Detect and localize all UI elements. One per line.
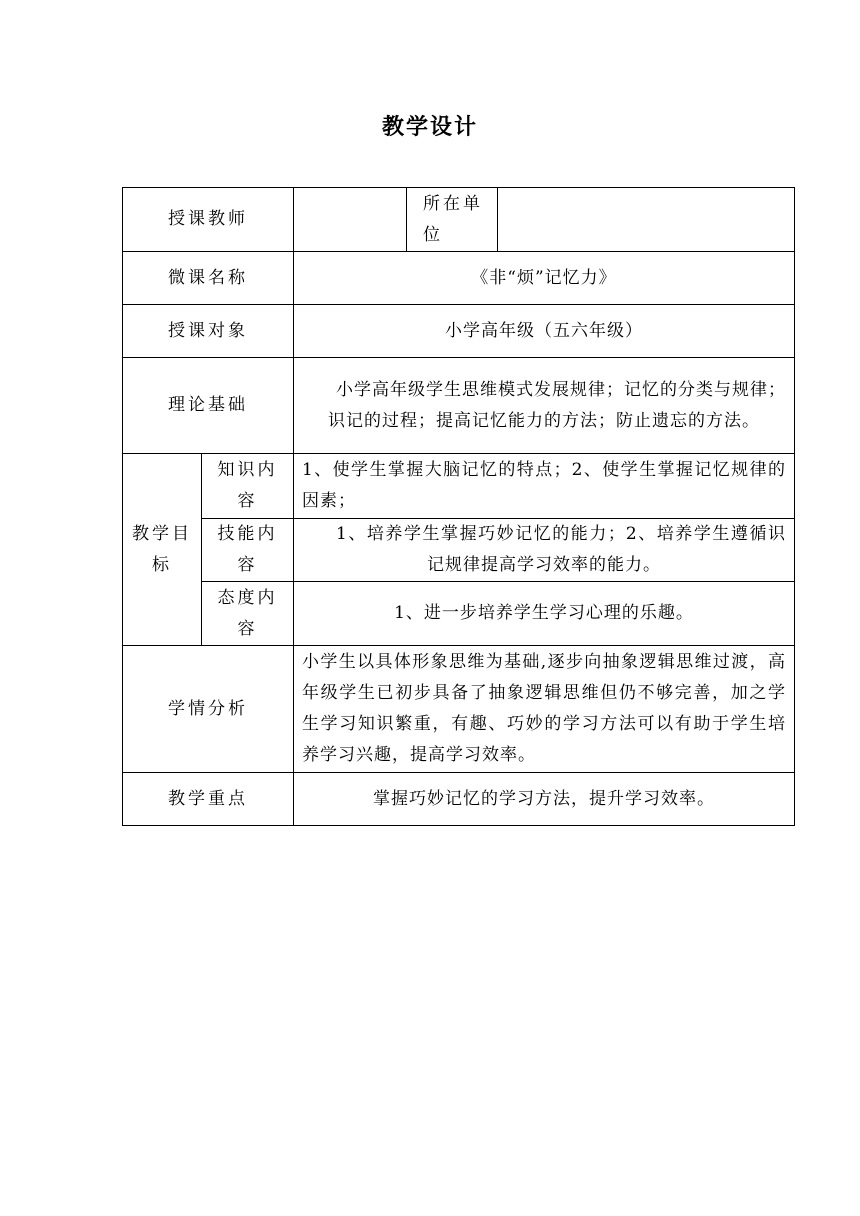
- audience-value: 小学高年级（五六年级）: [294, 305, 795, 358]
- knowledge-label: 知识内容: [202, 454, 294, 519]
- goals-attitude-row: [123, 582, 795, 646]
- analysis-row: [123, 646, 795, 773]
- teacher-row: [123, 188, 795, 252]
- course-name-value: 《非“烦”记忆力》: [294, 252, 795, 305]
- audience-label: 授课对象: [123, 305, 294, 358]
- analysis-value: 小学生以具体形象思维为基础,逐步向抽象逻辑思维过渡，高年级学生已初步具备了抽象逻辑思维但仍不够完善，加之学生学习知识繁重，有趣、巧妙的学习方法可以有助于学生培养学习兴趣，提高学习效率。: [294, 646, 795, 773]
- key-point-label: 教学重点: [123, 773, 294, 826]
- goals-label: 教学目标: [123, 454, 202, 646]
- course-name-row: [123, 252, 795, 305]
- theory-row: [123, 358, 795, 454]
- analysis-label: 学情分析: [123, 646, 294, 773]
- knowledge-value: 1、使学生掌握大脑记忆的特点；2、使学生掌握记忆规律的因素；: [294, 454, 795, 519]
- key-point-value: 掌握巧妙记忆的学习方法，提升学习效率。: [294, 773, 795, 826]
- skill-label: 技能内容: [202, 519, 294, 582]
- teacher-label: 授课教师: [123, 188, 294, 252]
- teacher-value: [294, 188, 407, 252]
- goals-knowledge-row: [123, 454, 795, 519]
- attitude-label: 态度内容: [202, 582, 294, 646]
- audience-row: [123, 305, 795, 358]
- page-title: 教学设计: [381, 115, 478, 140]
- unit-value: [498, 188, 795, 252]
- goals-skill-row: [123, 519, 795, 582]
- theory-label: 理论基础: [123, 358, 294, 454]
- skill-value: 1、培养学生掌握巧妙记忆的能力；2、培养学生遵循识记规律提高学习效率的能力。: [294, 519, 795, 582]
- theory-value: 小学高年级学生思维模式发展规律；记忆的分类与规律；识记的过程；提高记忆能力的方法；防止遗忘的方法。: [294, 358, 795, 454]
- course-name-label: 微课名称: [123, 252, 294, 305]
- key-point-row: [123, 773, 795, 826]
- attitude-value: 1、进一步培养学生学习心理的乐趣。: [294, 582, 795, 646]
- unit-label: 所在单位: [407, 188, 498, 252]
- lesson-design-table: [122, 187, 795, 826]
